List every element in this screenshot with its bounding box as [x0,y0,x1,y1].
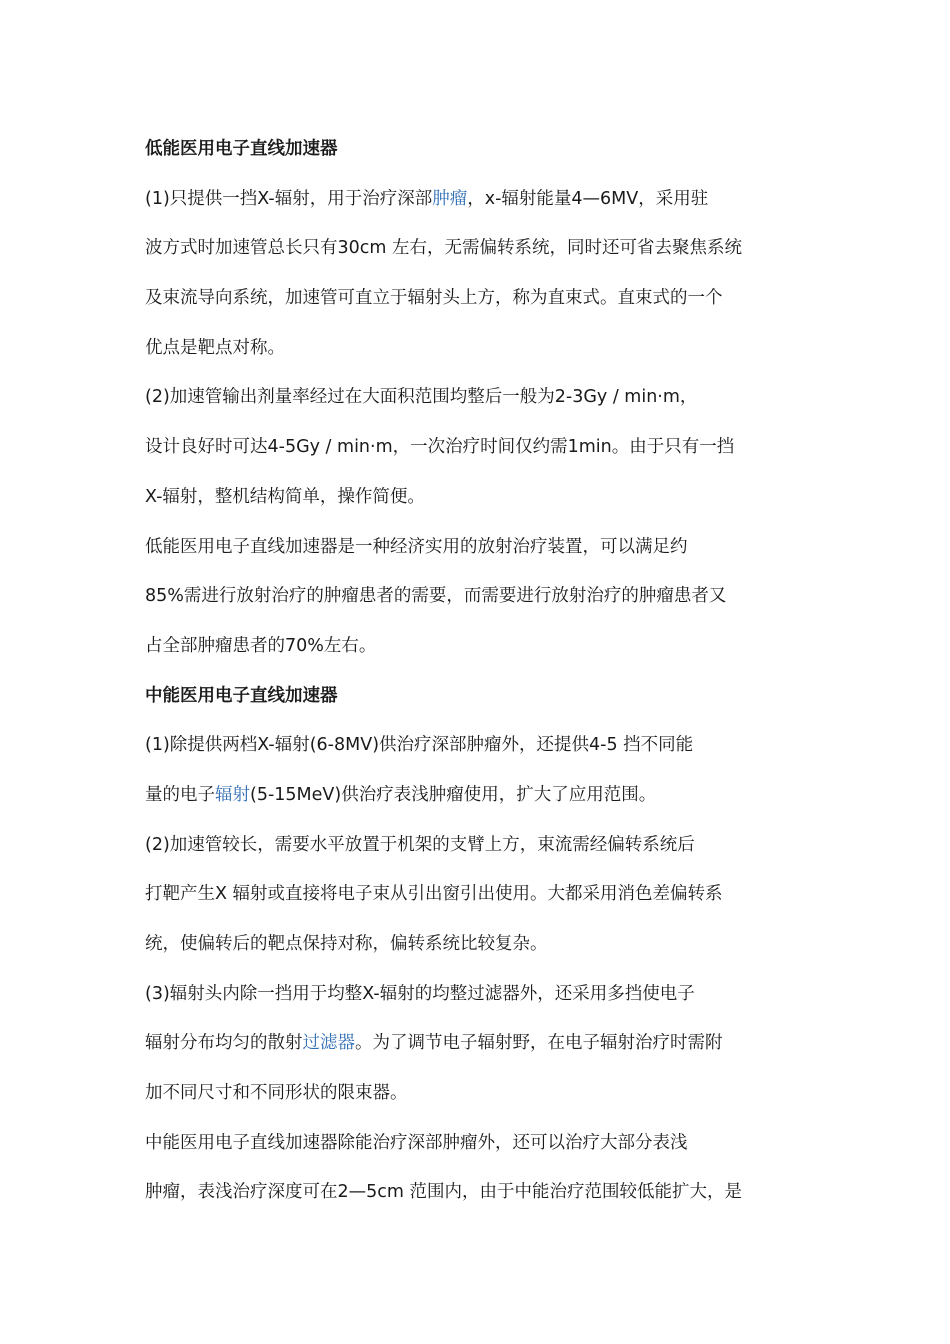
text-segment: 加不同尺寸和不同形状的限束器。 [145,1083,408,1104]
text-segment: 占全部肿瘤患者的70%左右。 [145,635,377,656]
text-segment: 及束流导向系统，加速管可直立于辐射头上方，称为直束式。直束式的一个 [145,288,723,309]
text-line [145,634,810,658]
section-heading: 低能医用电子直线加速器 [145,139,338,159]
text-segment: 85%需进行放射治疗的肿瘤患者的需要，而需要进行放射治疗的肿瘤患者又 [145,586,727,607]
inline-link[interactable]: 辐射 [215,784,250,805]
text-line [145,1031,810,1055]
text-segment: 设计良好时可达4-5Gy / min·m，一次治疗时间仅约需1min。由于只有一挡 [145,437,735,458]
text-segment: 量的电子 [145,784,215,805]
text-line [145,1180,810,1204]
section-heading: 中能医用电子直线加速器 [145,685,338,706]
text-segment: 优点是靶点对称。 [145,337,285,358]
text-segment: 辐射分布均匀的散射 [145,1033,303,1054]
text-line [145,584,810,608]
inline-link[interactable]: 肿瘤 [432,188,468,209]
text-line [145,187,810,211]
text-line [145,833,810,857]
text-segment: 打靶产生X 辐射或直接将电子束从引出窗引出使用。大都采用消色差偏转系 [145,884,723,905]
text-line [145,982,810,1006]
text-segment: 中能医用电子直线加速器除能治疗深部肿瘤外，还可以治疗大部分表浅 [145,1132,688,1153]
text-line [145,733,810,757]
text-segment: 波方式时加速管总长只有30cm 左右，无需偏转系统，同时还可省去聚焦系统 [145,238,742,259]
text-segment: 低能医用电子直线加速器是一种经济实用的放射治疗装置，可以满足约 [145,536,688,557]
text-segment: (3)辐射头内除一挡用于均整X-辐射的均整过滤器外，还采用多挡使电子 [145,983,695,1004]
text-segment: (5-15MeV)供治疗表浅肿瘤使用，扩大了应用范围。 [250,784,657,805]
text-line [145,932,810,956]
text-line [145,882,810,906]
text-line [145,1081,810,1105]
text-line [145,385,810,409]
inline-link[interactable]: 过滤器 [302,1033,355,1054]
text-line [145,236,810,260]
text-segment: (1)除提供两档X-辐射(6-8MV)供治疗深部肿瘤外，还提供4-5 挡不同能 [145,735,694,756]
text-segment: 统，使偏转后的靶点保持对称，偏转系统比较复杂。 [145,934,548,954]
text-line [145,485,810,509]
text-segment: (2)加速管较长，需要水平放置于机架的支臂上方，束流需经偏转系统后 [145,834,695,855]
text-line [145,286,810,310]
text-line [145,435,810,459]
text-line [145,336,810,360]
text-line [145,783,810,807]
text-segment: (1)只提供一挡X-辐射，用于治疗深部 [145,188,433,209]
document-body [145,137,810,1230]
text-line [145,1131,810,1155]
text-segment: 肿瘤，表浅治疗深度可在2—5cm 范围内，由于中能治疗范围较低能扩大，是 [145,1182,742,1203]
text-segment: (2)加速管输出剂量率经过在大面积范围均整后一般为2-3Gy / min·m， [145,387,698,408]
text-line [145,535,810,559]
text-segment: ，x-辐射能量4—6MV，采用驻 [467,188,709,209]
text-segment: X-辐射，整机结构简单，操作简便。 [145,486,425,507]
text-segment: 。为了调节电子辐射野，在电子辐射治疗时需附 [355,1033,723,1054]
